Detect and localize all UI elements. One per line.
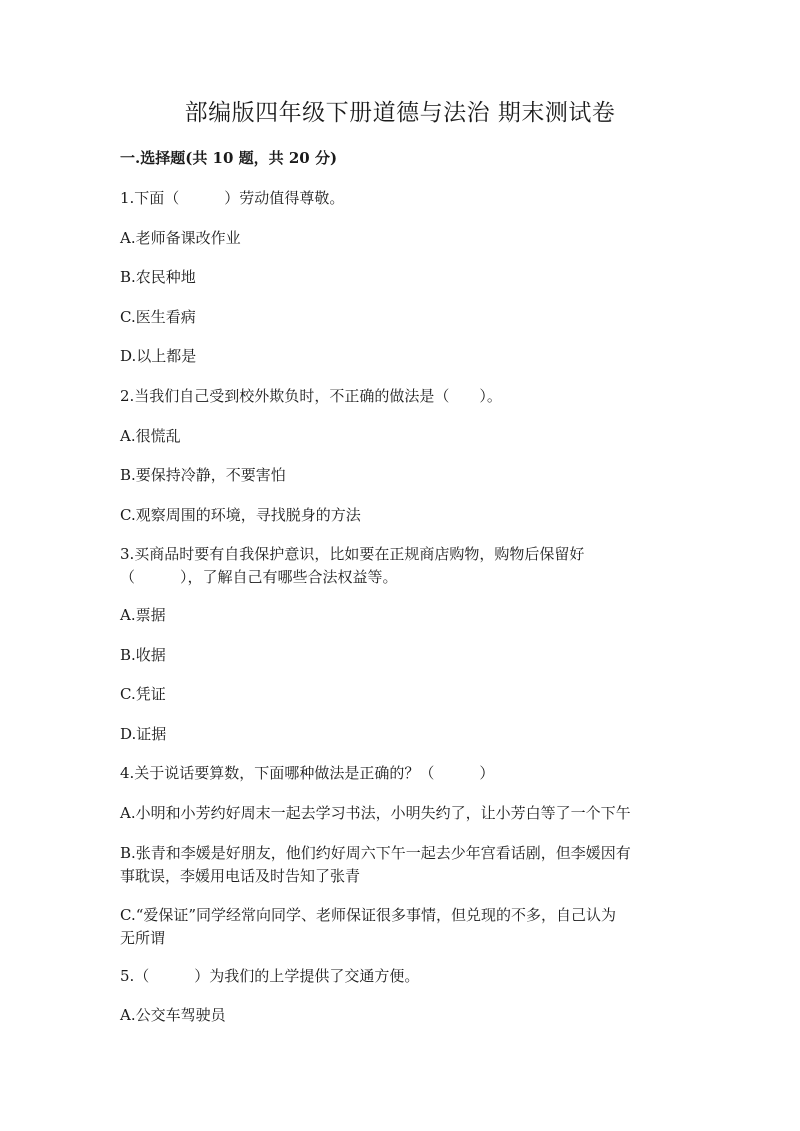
question-4-stem: 4.关于说话要算数，下面哪种做法是正确的？（ ） <box>120 764 495 782</box>
page-title: 部编版四年级下册道德与法治 期末测试卷 <box>184 100 616 126</box>
question-4-option-c-line-2: 无所谓 <box>120 929 166 947</box>
question-4-option-b-line-1: B.张青和李媛是好朋友，他们约好周六下午一起去少年宫看话剧，但李媛因有 <box>120 844 631 862</box>
question-3-stem-line-1: 3.买商品时要有自我保护意识，比如要在正规商店购物，购物后保留好 <box>120 545 585 563</box>
question-3-option-b: B.收据 <box>120 646 166 664</box>
question-2-option-b: B.要保持冷静，不要害怕 <box>120 466 286 484</box>
question-3-option-c: C.凭证 <box>120 685 166 703</box>
question-4-option-a: A.小明和小芳约好周末一起去学习书法，小明失约了，让小芳白等了一个下午 <box>120 804 631 822</box>
question-2-option-a: A.很慌乱 <box>120 427 181 445</box>
question-1-option-a: A.老师备课改作业 <box>120 229 241 247</box>
question-1-option-d: D.以上都是 <box>120 347 197 365</box>
question-3-stem-line-2: （ ），了解自己有哪些合法权益等。 <box>120 568 398 586</box>
question-3-option-a: A.票据 <box>120 606 166 624</box>
question-1-stem: 1.下面（ ）劳动值得尊敬。 <box>120 189 345 207</box>
question-2-stem: 2.当我们自己受到校外欺负时，不正确的做法是（ ）。 <box>120 387 502 405</box>
question-1-option-b: B.农民种地 <box>120 268 196 286</box>
section-heading: 一.选择题(共 10 题，共 20 分) <box>120 149 338 167</box>
question-4-option-c-line-1: C.“爱保证”同学经常向同学、老师保证很多事情，但兑现的不多，自己认为 <box>120 906 617 924</box>
question-2-option-c: C.观察周围的环境，寻找脱身的方法 <box>120 506 361 524</box>
question-5-option-a: A.公交车驾驶员 <box>120 1006 226 1024</box>
question-4-option-b-line-2: 事耽误，李媛用电话及时告知了张青 <box>120 867 361 885</box>
question-3-option-d: D.证据 <box>120 725 167 743</box>
question-5-stem: 5.（ ）为我们的上学提供了交通方便。 <box>120 967 420 985</box>
question-1-option-c: C.医生看病 <box>120 308 196 326</box>
